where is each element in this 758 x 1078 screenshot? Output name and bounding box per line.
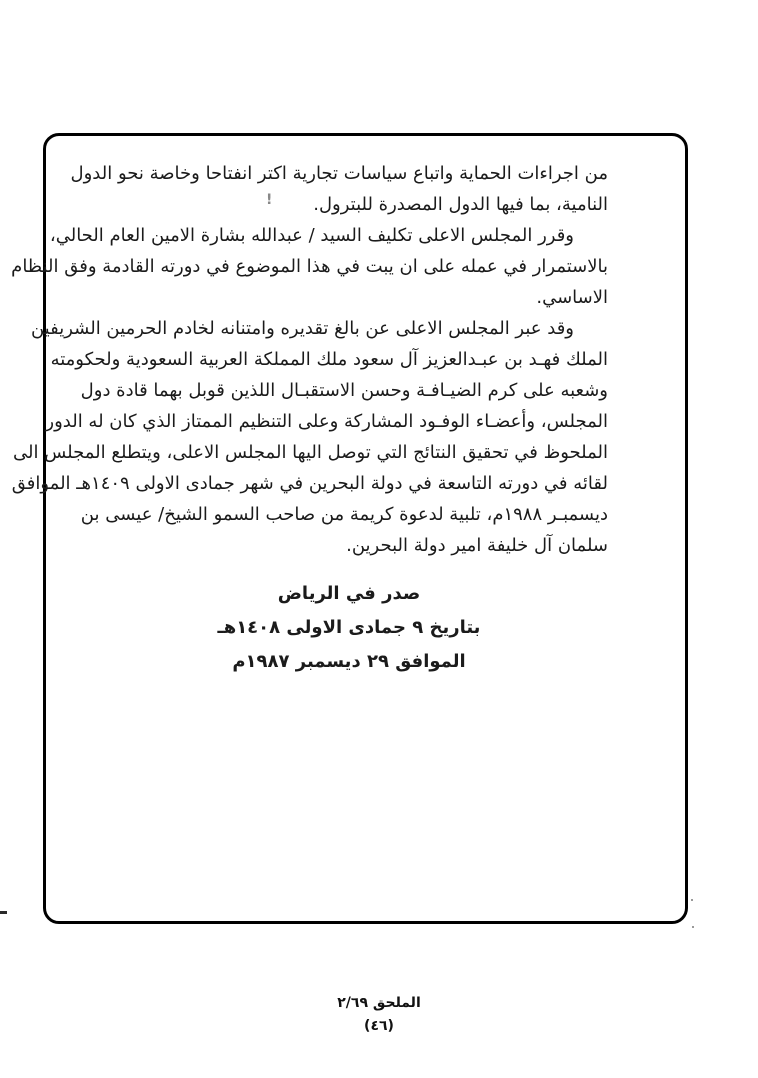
body-line: الاساسي. (536, 287, 608, 308)
scan-artifact-dot (692, 926, 694, 928)
body-line: النامية، بما فيها الدول المصدرة للبترول. (313, 194, 608, 215)
body-line-paragraph-start: وقرر المجلس الاعلى تكليف السيد / عبدالله بشارة الامين العام الحالي، (49, 225, 574, 246)
scan-artifact-edge-dash (0, 911, 7, 914)
body-line: المجلس، وأعضـاء الوفـود المشاركة وعلى التنظيم الممتاز الذي كان له الدور (45, 411, 608, 432)
body-line-paragraph-start: وقد عبر المجلس الاعلى عن بالغ تقديره وامتنانه لخادم الحرمين الشريفين (30, 318, 574, 339)
signature-hijri-date-line: بتاريخ ٩ جمادى الاولى ١٤٠٨هـ (217, 617, 481, 638)
signature-gregorian-date-line: الموافق ٢٩ ديسمبر ١٩٨٧م (232, 651, 466, 672)
scan-artifact-mark: ! (266, 192, 273, 208)
document-text-block (11, 158, 608, 679)
body-line: وشعبه على كرم الضيـافـة وحسن الاستقبـال اللذين قوبل بهما قادة دول (80, 380, 608, 401)
body-line: الملك فهـد بن عبـدالعزيز آل سعود ملك المملكة العربية السعودية ولحكومته (50, 349, 608, 370)
body-line: من اجراءات الحماية واتباع سياسات تجارية اكتر انفتاحا وخاصة نحو الدول (70, 163, 608, 184)
signature-place-line: صدر في الرياض (277, 583, 421, 604)
body-line: سلمان آل خليفة امير دولة البحرين. (346, 535, 608, 556)
body-line: لقائه في دورته التاسعة في دولة البحرين في شهر جمادى الاولى ١٤٠٩هـ الموافق (11, 473, 608, 494)
signature-block (90, 577, 608, 679)
appendix-label: الملحق ٢/٦٩ (337, 995, 421, 1011)
body-line: الملحوظ في تحقيق النتائج التي توصل اليها المجلس الاعلى، ويتطلع المجلس الى (13, 442, 608, 463)
scan-artifact-dot (691, 899, 693, 901)
page-number: (٤٦) (364, 1018, 394, 1034)
body-line: بالاستمرار في عمله على ان يبت في هذا الموضوع في دورته القادمة وفق النظام (11, 256, 608, 277)
page-footer (0, 992, 758, 1038)
body-line: ديسمبـر ١٩٨٨م، تلبية لدعوة كريمة من صاحب السمو الشيخ/ عيسى بن (80, 504, 608, 525)
